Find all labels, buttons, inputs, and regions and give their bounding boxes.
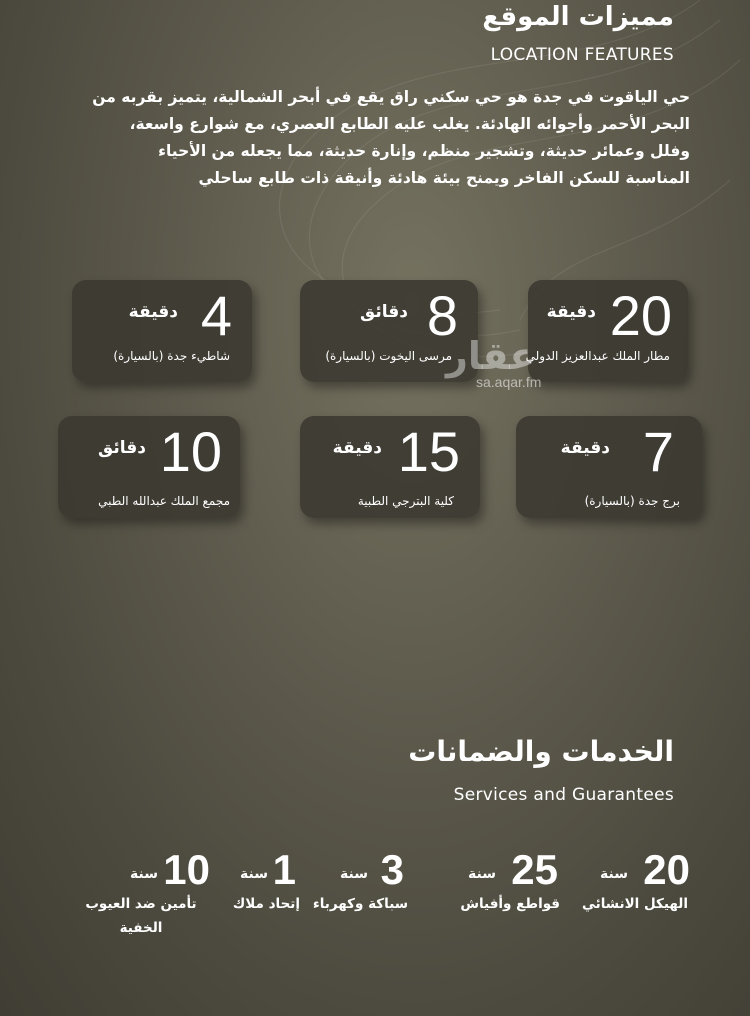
distance-unit: دقائق <box>98 438 146 458</box>
guarantee-unit: سنة <box>240 866 268 882</box>
aqar-watermark-url: sa.aqar.fm <box>476 374 542 390</box>
guarantee-unit: سنة <box>130 866 158 882</box>
services-title-en: Services and Guarantees <box>453 785 674 805</box>
distance-value: 7 <box>642 420 674 483</box>
distance-card-jeddah-tower <box>516 416 702 518</box>
distance-place: كلية البترجي الطبية <box>357 494 454 508</box>
description-line: حي الياقوت في جدة هو حي سكني راق يقع في أبحر الشمالية، يتميز بقربه من <box>92 88 690 106</box>
distance-place: مرسى اليخوت (بالسيارة) <box>325 349 452 363</box>
guarantee-unit: سنة <box>468 866 496 882</box>
description-line: وفلل وعمائر حديثة، وتشجير منظم، وإنارة حديثة، مما يجعله من الأحياء <box>158 142 690 160</box>
guarantee-years: 3 <box>380 846 404 893</box>
distance-value: 10 <box>159 420 222 483</box>
guarantee-years: 20 <box>643 846 690 893</box>
guarantee-label: إتحاد ملاك <box>232 896 300 912</box>
distance-card-airport <box>525 280 688 382</box>
guarantee-label: قواطع وأفياش <box>460 896 560 912</box>
services-title-ar: الخدمات والضمانات <box>408 735 674 768</box>
distance-place: شاطيء جدة (بالسيارة) <box>113 349 230 363</box>
guarantee-insurance <box>56 846 216 946</box>
distance-value: 4 <box>200 284 232 347</box>
distance-value: 8 <box>426 284 458 347</box>
distance-value: 20 <box>609 284 672 347</box>
guarantee-switches <box>420 846 570 946</box>
distance-card-college <box>300 416 480 518</box>
guarantee-years: 25 <box>511 846 558 893</box>
description-line: البحر الأحمر وأجوائه الهادئة. يغلب عليه الطابع العصري، مع شوارع واسعة، <box>129 115 690 133</box>
distance-unit: دقيقة <box>560 438 610 458</box>
location-title-ar: مميزات الموقع <box>482 2 674 32</box>
distance-card-beach <box>72 280 252 382</box>
guarantee-label: تأمين ضد العيوب الخفية <box>85 896 197 936</box>
distance-place: برج جدة (بالسيارة) <box>584 494 680 508</box>
distance-unit: دقيقة <box>332 438 382 458</box>
guarantee-years: 10 <box>163 846 210 893</box>
description-line: المناسبة للسكن الفاخر ويمنح بيئة هادئة وأنيقة ذات طابع ساحلي <box>198 169 690 187</box>
location-description <box>92 84 690 192</box>
distance-place: مجمع الملك عبدالله الطبي <box>98 494 230 508</box>
guarantee-label: الهيكل الانشائي <box>581 896 688 912</box>
distance-unit: دقيقة <box>546 302 596 322</box>
guarantee-unit: سنة <box>600 866 628 882</box>
distance-place: مطار الملك عبدالعزيز الدولي <box>525 349 670 363</box>
aqar-watermark-logo: عقار <box>446 334 536 378</box>
distance-unit: دقائق <box>360 302 408 322</box>
distance-card-medical-complex <box>58 416 240 518</box>
guarantee-years: 1 <box>272 846 296 893</box>
distance-unit: دقيقة <box>128 302 178 322</box>
guarantee-unit: سنة <box>340 866 368 882</box>
guarantee-label: سباكة وكهرباء <box>312 896 408 912</box>
distance-value: 15 <box>397 420 460 483</box>
location-title-en: LOCATION FEATURES <box>490 45 674 65</box>
